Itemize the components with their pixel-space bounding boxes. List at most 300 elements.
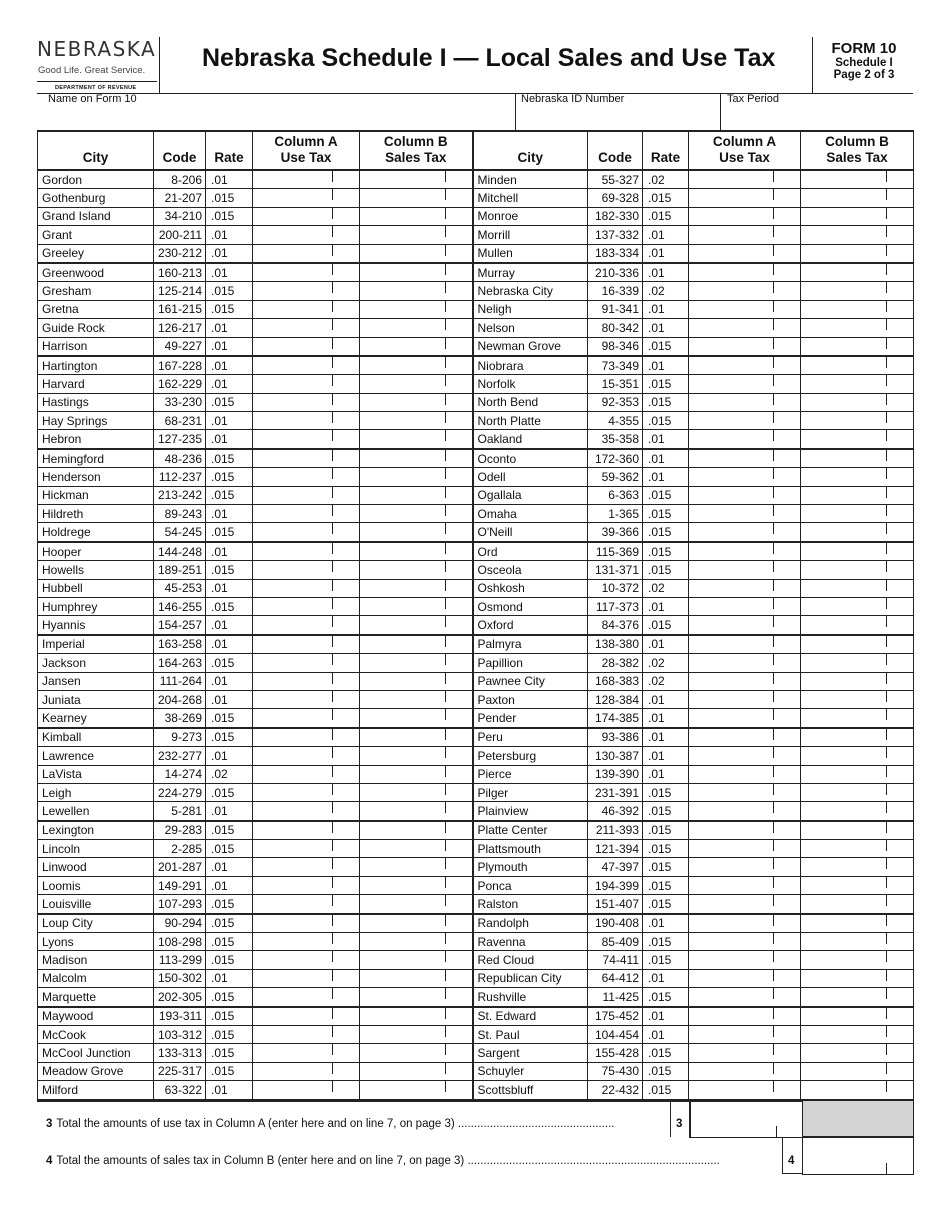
sales-tax-input[interactable] [360, 858, 473, 876]
cents-divider [445, 1026, 446, 1037]
city-code: 59-362 [588, 468, 643, 486]
sales-tax-input[interactable] [360, 876, 473, 894]
cents-divider [445, 375, 446, 386]
city-code: 161-215 [154, 300, 206, 318]
sales-tax-input[interactable] [360, 765, 473, 783]
table-row [38, 1044, 914, 1062]
line-3-amount-input[interactable] [689, 1101, 804, 1138]
sales-tax-input[interactable] [801, 486, 914, 504]
sales-tax-input[interactable] [801, 951, 914, 969]
use-tax-input[interactable] [253, 449, 360, 468]
city-code: 193-311 [154, 1007, 206, 1026]
use-tax-input[interactable] [689, 951, 801, 969]
use-tax-input[interactable] [689, 933, 801, 951]
sales-tax-input[interactable] [360, 375, 473, 393]
use-tax-input[interactable] [253, 1044, 360, 1062]
use-tax-input[interactable] [253, 282, 360, 300]
use-tax-input[interactable] [253, 933, 360, 951]
sales-tax-input[interactable] [360, 1007, 473, 1026]
use-tax-input[interactable] [253, 561, 360, 579]
use-tax-input[interactable] [689, 282, 801, 300]
city-name: Murray [473, 263, 588, 282]
use-tax-input[interactable] [689, 1044, 801, 1062]
use-tax-input[interactable] [253, 914, 360, 933]
use-tax-input[interactable] [253, 1062, 360, 1080]
use-tax-input[interactable] [689, 412, 801, 430]
use-tax-input[interactable] [253, 1007, 360, 1026]
sales-tax-input[interactable] [360, 821, 473, 840]
tax-rate: .02 [643, 170, 689, 189]
city-code: 9-273 [154, 728, 206, 747]
sales-tax-input[interactable] [360, 523, 473, 542]
city-name: Oconto [473, 449, 588, 468]
sales-tax-input[interactable] [360, 356, 473, 375]
sales-tax-input[interactable] [801, 840, 914, 858]
use-tax-input[interactable] [689, 449, 801, 468]
use-tax-input[interactable] [689, 430, 801, 449]
sales-tax-input[interactable] [801, 505, 914, 523]
cents-divider [332, 264, 333, 275]
use-tax-input[interactable] [253, 393, 360, 411]
cents-divider [332, 189, 333, 200]
use-tax-input[interactable] [253, 783, 360, 801]
sales-tax-input[interactable] [801, 430, 914, 449]
sales-tax-input[interactable] [360, 690, 473, 708]
cents-divider [773, 822, 774, 833]
use-tax-input[interactable] [253, 505, 360, 523]
sales-tax-input[interactable] [801, 765, 914, 783]
use-tax-input[interactable] [689, 783, 801, 801]
use-tax-input[interactable] [253, 802, 360, 821]
sales-tax-input[interactable] [360, 542, 473, 561]
use-tax-input[interactable] [689, 207, 801, 225]
sales-tax-input[interactable] [801, 263, 914, 282]
use-tax-input[interactable] [253, 170, 360, 189]
sales-tax-input[interactable] [801, 654, 914, 672]
city-code: 74-411 [588, 951, 643, 969]
cents-divider [773, 933, 774, 944]
cents-divider [773, 598, 774, 609]
sales-tax-input[interactable] [801, 356, 914, 375]
use-tax-input[interactable] [253, 969, 360, 987]
tax-rate: .015 [206, 709, 253, 728]
use-tax-input[interactable] [253, 300, 360, 318]
city-code: 64-412 [588, 969, 643, 987]
sales-tax-input[interactable] [801, 672, 914, 690]
table-row [38, 375, 914, 393]
use-tax-input[interactable] [689, 914, 801, 933]
use-tax-input[interactable] [253, 1025, 360, 1043]
use-tax-input[interactable] [253, 672, 360, 690]
sales-tax-input[interactable] [801, 170, 914, 189]
use-tax-input[interactable] [689, 375, 801, 393]
sales-tax-input[interactable] [801, 375, 914, 393]
sales-tax-input[interactable] [801, 616, 914, 635]
sales-tax-input[interactable] [801, 895, 914, 914]
use-tax-input[interactable] [689, 765, 801, 783]
tax-rate: .015 [643, 189, 689, 207]
sales-tax-input[interactable] [801, 914, 914, 933]
sales-tax-input[interactable] [801, 244, 914, 263]
sales-tax-input[interactable] [801, 597, 914, 615]
sales-tax-input[interactable] [360, 783, 473, 801]
sales-tax-input[interactable] [360, 561, 473, 579]
cents-divider [332, 673, 333, 684]
sales-tax-input[interactable] [360, 505, 473, 523]
use-tax-input[interactable] [689, 579, 801, 597]
use-tax-input[interactable] [689, 319, 801, 337]
cents-divider [886, 915, 887, 926]
use-tax-input[interactable] [253, 951, 360, 969]
city-name: Howells [38, 561, 154, 579]
use-tax-input[interactable] [253, 821, 360, 840]
cents-divider [773, 505, 774, 516]
use-tax-input[interactable] [689, 654, 801, 672]
sales-tax-input[interactable] [360, 226, 473, 244]
use-tax-input[interactable] [253, 709, 360, 728]
use-tax-input[interactable] [689, 189, 801, 207]
use-tax-input[interactable] [689, 486, 801, 504]
cents-divider [886, 543, 887, 554]
use-tax-input[interactable] [689, 672, 801, 690]
use-tax-input[interactable] [253, 523, 360, 542]
use-tax-input[interactable] [253, 542, 360, 561]
sales-tax-input[interactable] [801, 412, 914, 430]
cents-divider [445, 450, 446, 461]
cents-divider [773, 709, 774, 720]
sales-tax-input[interactable] [801, 542, 914, 561]
use-tax-input[interactable] [689, 337, 801, 356]
use-tax-input[interactable] [689, 840, 801, 858]
table-row [38, 319, 914, 337]
sales-tax-input[interactable] [360, 914, 473, 933]
table-row [38, 468, 914, 486]
sales-tax-input[interactable] [360, 840, 473, 858]
city-name: Ponca [473, 876, 588, 894]
schedule-label: Schedule I [835, 57, 893, 69]
cents-divider [773, 226, 774, 237]
cents-divider [445, 654, 446, 665]
tax-rate: .015 [206, 988, 253, 1007]
use-tax-input[interactable] [253, 486, 360, 504]
city-code: 232-277 [154, 747, 206, 765]
sales-tax-input[interactable] [360, 597, 473, 615]
sales-tax-input[interactable] [801, 858, 914, 876]
cents-divider [332, 1044, 333, 1055]
sales-tax-input[interactable] [360, 951, 473, 969]
use-tax-input[interactable] [253, 189, 360, 207]
use-tax-input[interactable] [253, 579, 360, 597]
sales-tax-input[interactable] [360, 672, 473, 690]
sales-tax-input[interactable] [801, 282, 914, 300]
use-tax-input[interactable] [253, 728, 360, 747]
sales-tax-input[interactable] [801, 579, 914, 597]
sales-tax-input[interactable] [801, 969, 914, 987]
cents-divider [886, 189, 887, 200]
use-tax-input[interactable] [253, 263, 360, 282]
use-tax-input[interactable] [253, 375, 360, 393]
sales-tax-input[interactable] [801, 1044, 914, 1062]
cents-divider [332, 450, 333, 461]
use-tax-input[interactable] [689, 690, 801, 708]
city-code: 125-214 [154, 282, 206, 300]
use-tax-input[interactable] [253, 207, 360, 225]
use-tax-input[interactable] [253, 840, 360, 858]
city-code: 73-349 [588, 356, 643, 375]
city-name: Monroe [473, 207, 588, 225]
cents-divider [332, 430, 333, 441]
sales-tax-input[interactable] [360, 393, 473, 411]
sales-tax-input[interactable] [360, 170, 473, 189]
city-name: Neligh [473, 300, 588, 318]
sales-tax-input[interactable] [801, 337, 914, 356]
city-name: Maywood [38, 1007, 154, 1026]
cents-divider [332, 822, 333, 833]
sales-tax-input[interactable] [801, 300, 914, 318]
sales-tax-input[interactable] [360, 616, 473, 635]
use-tax-input[interactable] [689, 802, 801, 821]
use-tax-input[interactable] [689, 858, 801, 876]
sales-tax-input[interactable] [801, 802, 914, 821]
use-tax-input[interactable] [689, 969, 801, 987]
tax-rate: .01 [643, 709, 689, 728]
sales-tax-input[interactable] [360, 635, 473, 654]
cents-divider [445, 729, 446, 740]
sales-tax-input[interactable] [360, 895, 473, 914]
city-code: 172-360 [588, 449, 643, 468]
cents-divider [332, 1063, 333, 1074]
cents-divider [332, 616, 333, 627]
cents-divider [773, 802, 774, 813]
tax-rate: .015 [206, 282, 253, 300]
tax-rate: .01 [643, 300, 689, 318]
sales-tax-input[interactable] [801, 189, 914, 207]
use-tax-input[interactable] [253, 226, 360, 244]
sales-tax-input[interactable] [801, 393, 914, 411]
sales-tax-input[interactable] [360, 263, 473, 282]
use-tax-input[interactable] [689, 542, 801, 561]
tax-rate: .01 [643, 430, 689, 449]
use-tax-input[interactable] [253, 895, 360, 914]
use-tax-input[interactable] [253, 858, 360, 876]
sales-tax-input[interactable] [360, 709, 473, 728]
city-name: LaVista [38, 765, 154, 783]
use-tax-input[interactable] [689, 523, 801, 542]
sales-tax-input[interactable] [801, 449, 914, 468]
use-tax-input[interactable] [253, 876, 360, 894]
table-row [38, 486, 914, 504]
cents-divider [445, 1081, 446, 1092]
use-tax-input[interactable] [253, 747, 360, 765]
city-code: 45-253 [154, 579, 206, 597]
sales-tax-input[interactable] [360, 189, 473, 207]
city-code: 69-328 [588, 189, 643, 207]
sales-tax-input[interactable] [801, 1007, 914, 1026]
use-tax-input[interactable] [689, 468, 801, 486]
use-tax-input[interactable] [689, 561, 801, 579]
tax-rate: .015 [643, 840, 689, 858]
use-tax-input[interactable] [689, 709, 801, 728]
use-tax-input[interactable] [689, 226, 801, 244]
use-tax-input[interactable] [253, 988, 360, 1007]
use-tax-input[interactable] [689, 988, 801, 1007]
sales-tax-input[interactable] [801, 207, 914, 225]
use-tax-input[interactable] [689, 393, 801, 411]
use-tax-input[interactable] [689, 747, 801, 765]
sales-tax-input[interactable] [801, 635, 914, 654]
use-tax-input[interactable] [253, 412, 360, 430]
sales-tax-input[interactable] [360, 728, 473, 747]
use-tax-input[interactable] [253, 319, 360, 337]
sales-tax-input[interactable] [360, 300, 473, 318]
table-row [38, 505, 914, 523]
sales-tax-input[interactable] [801, 561, 914, 579]
sales-tax-input[interactable] [801, 468, 914, 486]
table-row [38, 1081, 914, 1100]
cents-divider [886, 394, 887, 405]
city-code: 121-394 [588, 840, 643, 858]
use-tax-input[interactable] [689, 616, 801, 635]
sales-tax-input[interactable] [360, 747, 473, 765]
sales-tax-input[interactable] [360, 579, 473, 597]
tax-rate: .01 [206, 672, 253, 690]
use-tax-input[interactable] [253, 765, 360, 783]
city-code: 68-231 [154, 412, 206, 430]
tax-rate: .015 [643, 486, 689, 504]
use-tax-input[interactable] [253, 690, 360, 708]
cents-divider [886, 282, 887, 293]
sales-tax-input[interactable] [801, 319, 914, 337]
use-tax-input[interactable] [253, 468, 360, 486]
use-tax-input[interactable] [253, 616, 360, 635]
sales-tax-input[interactable] [360, 802, 473, 821]
table-row [38, 654, 914, 672]
city-code: 48-236 [154, 449, 206, 468]
sales-tax-input[interactable] [360, 468, 473, 486]
sales-tax-input[interactable] [360, 1044, 473, 1062]
sales-tax-input[interactable] [360, 282, 473, 300]
sales-tax-input[interactable] [801, 728, 914, 747]
sales-tax-input[interactable] [360, 1025, 473, 1043]
cents-divider [332, 747, 333, 758]
sales-tax-input[interactable] [360, 449, 473, 468]
sales-tax-input[interactable] [360, 933, 473, 951]
sales-tax-input[interactable] [801, 783, 914, 801]
use-tax-input[interactable] [689, 821, 801, 840]
cents-divider [445, 784, 446, 795]
use-tax-input[interactable] [689, 895, 801, 914]
sales-tax-input[interactable] [801, 1062, 914, 1080]
table-row [38, 263, 914, 282]
sales-tax-input[interactable] [360, 430, 473, 449]
sales-tax-input[interactable] [360, 969, 473, 987]
use-tax-input[interactable] [689, 1081, 801, 1100]
sales-tax-input[interactable] [801, 690, 914, 708]
sales-tax-input[interactable] [360, 988, 473, 1007]
use-tax-input[interactable] [253, 356, 360, 375]
cents-divider [886, 430, 887, 441]
sales-tax-input[interactable] [360, 207, 473, 225]
sales-tax-input[interactable] [801, 821, 914, 840]
sales-tax-input[interactable] [360, 486, 473, 504]
use-tax-input[interactable] [689, 170, 801, 189]
table-header-row [38, 131, 914, 170]
cents-divider [445, 245, 446, 256]
city-code: 29-283 [154, 821, 206, 840]
city-name: Ralston [473, 895, 588, 914]
sales-tax-input[interactable] [360, 337, 473, 356]
sales-tax-input[interactable] [801, 523, 914, 542]
cents-divider [773, 1063, 774, 1074]
sales-tax-input[interactable] [360, 654, 473, 672]
sales-tax-input[interactable] [360, 1081, 473, 1100]
use-tax-input[interactable] [253, 244, 360, 263]
city-name: Hooper [38, 542, 154, 561]
line-4-amount-input[interactable] [802, 1137, 914, 1175]
col-header-sales-tax [801, 131, 914, 170]
use-tax-input[interactable] [689, 263, 801, 282]
cents-divider [886, 319, 887, 330]
use-tax-input[interactable] [253, 597, 360, 615]
use-tax-input[interactable] [689, 244, 801, 263]
use-tax-input[interactable] [689, 728, 801, 747]
tax-rate: .015 [643, 207, 689, 225]
table-row [38, 672, 914, 690]
sales-tax-input[interactable] [801, 933, 914, 951]
sales-tax-input[interactable] [801, 1081, 914, 1100]
header-divider [159, 37, 160, 93]
sales-tax-input[interactable] [360, 412, 473, 430]
sales-tax-input[interactable] [801, 226, 914, 244]
sales-tax-input[interactable] [801, 709, 914, 728]
use-tax-input[interactable] [253, 654, 360, 672]
city-code: 202-305 [154, 988, 206, 1007]
city-code: 144-248 [154, 542, 206, 561]
city-name: Harrison [38, 337, 154, 356]
city-name: Hubbell [38, 579, 154, 597]
use-tax-input[interactable] [689, 1007, 801, 1026]
cents-divider [332, 301, 333, 312]
sales-tax-input[interactable] [801, 876, 914, 894]
city-name: Pender [473, 709, 588, 728]
use-tax-input[interactable] [689, 505, 801, 523]
use-tax-input[interactable] [689, 876, 801, 894]
table-row [38, 858, 914, 876]
city-name: Meadow Grove [38, 1062, 154, 1080]
use-tax-input[interactable] [253, 635, 360, 654]
sales-tax-input[interactable] [801, 1025, 914, 1043]
period-field-label: Tax Period [727, 93, 779, 105]
sales-tax-input[interactable] [801, 988, 914, 1007]
sales-tax-input[interactable] [801, 747, 914, 765]
use-tax-input[interactable] [689, 597, 801, 615]
sales-tax-input[interactable] [360, 319, 473, 337]
city-code: 190-408 [588, 914, 643, 933]
tax-rate: .015 [643, 858, 689, 876]
use-tax-input[interactable] [253, 1081, 360, 1100]
use-tax-input[interactable] [689, 1025, 801, 1043]
city-code: 189-251 [154, 561, 206, 579]
use-tax-input[interactable] [689, 300, 801, 318]
use-tax-input[interactable] [253, 337, 360, 356]
use-tax-input[interactable] [253, 430, 360, 449]
sales-tax-input[interactable] [360, 244, 473, 263]
cents-divider [886, 1044, 887, 1055]
use-tax-input[interactable] [689, 1062, 801, 1080]
sales-tax-input[interactable] [360, 1062, 473, 1080]
use-tax-input[interactable] [689, 356, 801, 375]
use-tax-input[interactable] [689, 635, 801, 654]
